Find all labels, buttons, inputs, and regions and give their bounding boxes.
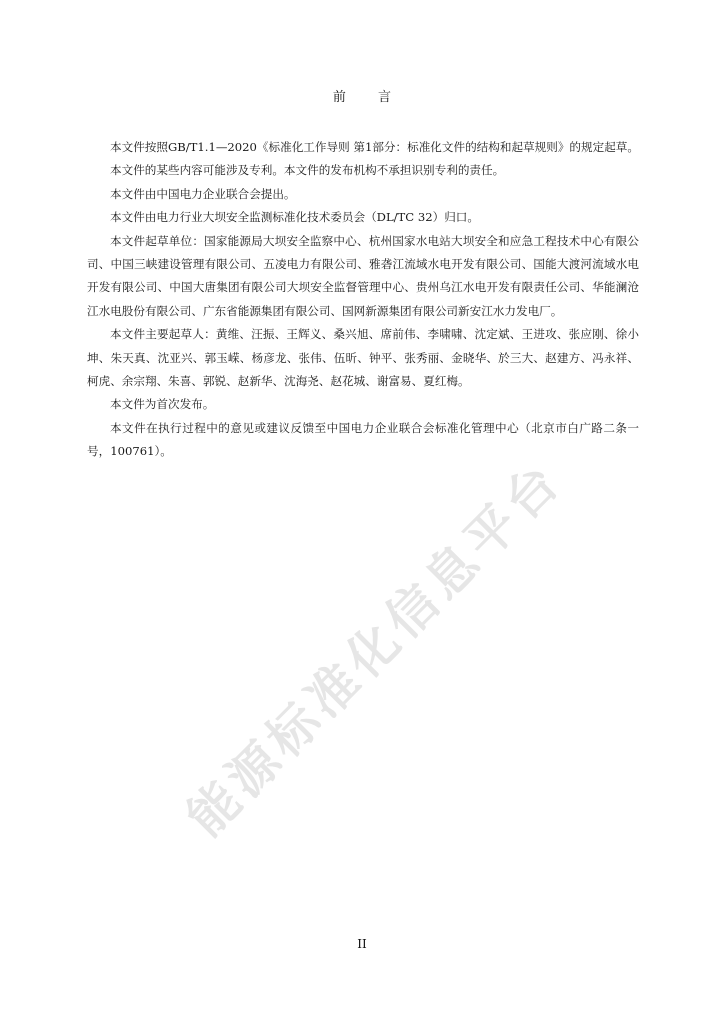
paragraph-proposer: 本文件由中国电力企业联合会提出。 (110, 186, 296, 201)
paragraph-feedback: 本文件在执行过程中的意见或建议反馈至中国电力企业联合会标准化管理中心（北京市白广路二条一号，100761）。 (87, 420, 639, 459)
paragraph-drafting-units: 本文件起草单位：国家能源局大坝安全监察中心、杭州国家水电站大坝安全和应急工程技术中心有限公司、中国三峡建设管理有限公司、五凌电力有限公司、雅砻江流域水电开发有限公司、国能大渡河流域水电开发有限公司、中国大唐集团有限公司大坝安全监督管理中心、贵州乌江水电开发有限责任公司、华能澜沧江水电股份有限公司、广东省能源集团有限公司、国网新源集团有限公司新安江水力发电厂。 (87, 233, 639, 318)
watermark: 能源标准化信息平台 (176, 450, 574, 848)
page-number: II (357, 937, 367, 951)
paragraph-drafters: 本文件主要起草人：黄维、汪振、王辉义、桑兴旭、席前伟、李啸啸、沈定斌、王进攻、张应刚、徐小坤、朱天真、沈亚兴、郭玉嵘、杨彦龙、张伟、伍昕、钟平、张秀丽、金晓华、於三大、赵建方、冯永祥、柯虎、余宗翔、朱喜、郭锐、赵新华、沈海尧、赵花城、谢富易、夏红梅。 (87, 327, 639, 389)
paragraph-patent-notice: 本文件的某些内容可能涉及专利。本文件的发布机构不承担识别专利的责任。 (110, 163, 505, 178)
paragraph-first-release: 本文件为首次发布。 (110, 397, 215, 412)
paragraph-technical-committee: 本文件由电力行业大坝安全监测标准化技术委员会（DL/TC 32）归口。 (110, 210, 479, 225)
page-title: 前 言 (332, 90, 406, 105)
paragraph-drafting-rules: 本文件按照GB/T1.1—2020《标准化工作导则 第1部分：标准化文件的结构和起草规则》的规定起草。 (110, 140, 639, 154)
foreword-body (87, 136, 639, 464)
